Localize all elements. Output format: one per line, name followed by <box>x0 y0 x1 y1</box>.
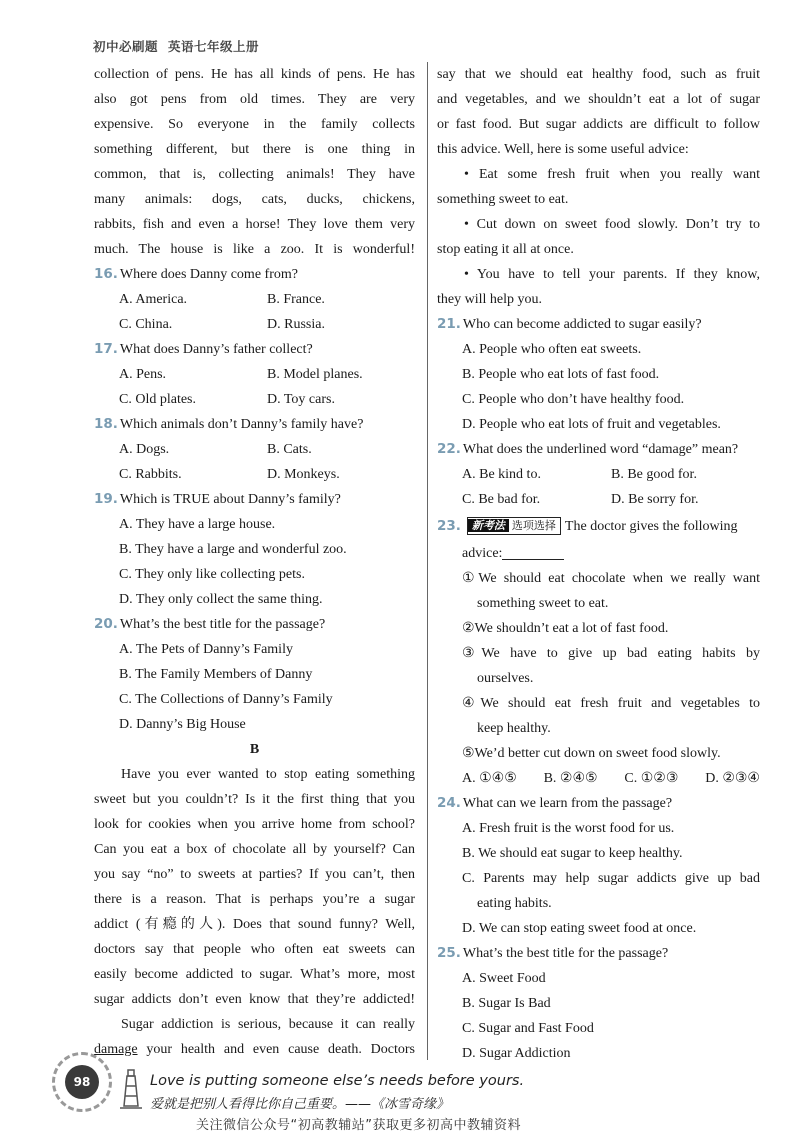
passage-line: Have you ever wanted to stop eating something <box>121 767 415 782</box>
question-19 <box>94 487 415 512</box>
options-row <box>94 287 415 312</box>
question-23 <box>437 512 760 541</box>
option-c[interactable]: C. The Collections of Danny’s Family <box>119 692 333 707</box>
question-text: advice: <box>462 546 503 561</box>
option-c[interactable]: C. They only like collecting pets. <box>119 567 305 582</box>
option-a[interactable]: A. Be kind to. <box>462 467 541 482</box>
advice-line: • Cut down on sweet food slowly. Don’t try to <box>464 217 760 232</box>
passage-line: this advice. Well, here is some useful advice: <box>437 142 689 157</box>
book-name: 初中必刷题 <box>93 39 159 54</box>
statement-1-cont: something sweet to eat. <box>477 596 609 611</box>
passage-line: something different, but there is one thing in <box>94 142 415 157</box>
options-row <box>94 437 415 462</box>
option-c[interactable]: C. People who don’t have healthy food. <box>462 392 685 407</box>
question-text: What does the underlined word “damage” mean? <box>462 442 739 457</box>
advice-line: they will help you. <box>437 292 542 307</box>
statement-5: ⑤We’d better cut down on sweet food slowly. <box>462 746 721 761</box>
question-number: 24. <box>437 795 461 811</box>
left-column <box>94 62 415 1062</box>
passage-line <box>94 1037 415 1062</box>
subject-name: 英语七年级上册 <box>168 39 260 54</box>
footer-quote-cn: 爱就是把别人看得比你自己重要。——《冰雪奇缘》 <box>150 1097 450 1112</box>
options-row <box>437 766 760 791</box>
option-a[interactable]: A. Sweet Food <box>462 971 546 986</box>
question-text-cont <box>437 541 760 566</box>
tag-type: 选项选择 <box>511 519 556 532</box>
option-d[interactable]: D. ②③④ <box>705 771 760 786</box>
option-d[interactable]: D. Be sorry for. <box>611 492 699 507</box>
passage-line: say that we should eat healthy food, such as fruit <box>437 67 760 82</box>
passage-line: Sugar addiction is serious, because it can really <box>121 1017 415 1032</box>
advice-line: • You have to tell your parents. If they know, <box>464 267 760 282</box>
option-b[interactable]: B. Model planes. <box>267 367 363 382</box>
option-a[interactable]: A. Pens. <box>119 367 167 382</box>
option-d[interactable]: D. Sugar Addiction <box>462 1046 571 1061</box>
option-a[interactable]: A. America. <box>119 292 188 307</box>
footer-quote-en: Love is putting someone else’s needs before yours. <box>150 1073 525 1089</box>
question-text: Which is TRUE about Danny’s family? <box>119 492 341 507</box>
statement-2: ②We shouldn’t eat a lot of fast food. <box>462 621 669 636</box>
page-number-badge <box>52 1052 112 1112</box>
question-text: The doctor gives the following <box>564 519 738 534</box>
option-a[interactable]: A. The Pets of Danny’s Family <box>119 642 293 657</box>
question-16 <box>94 262 415 287</box>
question-number: 25. <box>437 945 461 961</box>
option-d[interactable]: D. Danny’s Big House <box>119 717 246 732</box>
passage-line: easily become addicted to sugar. What’s more, most <box>94 967 415 982</box>
question-text: What’s the best title for the passage? <box>119 617 326 632</box>
passage-line: and vegetables, and we shouldn’t eat a lot of sugar <box>437 92 760 107</box>
option-b[interactable]: B. ②④⑤ <box>543 771 598 786</box>
question-22 <box>437 437 760 462</box>
option-b[interactable]: B. They have a large and wonderful zoo. <box>119 542 347 557</box>
option-a[interactable]: A. They have a large house. <box>119 517 276 532</box>
passage-line: much. The house is like a zoo. It is wonderful! <box>94 242 415 257</box>
option-a[interactable]: A. People who often eat sweets. <box>462 342 642 357</box>
option-a[interactable]: A. Fresh fruit is the worst food for us. <box>462 821 675 836</box>
option-c[interactable]: C. Be bad for. <box>462 492 541 507</box>
question-text: Who can become addicted to sugar easily? <box>462 317 702 332</box>
option-a[interactable]: A. ①④⑤ <box>462 771 517 786</box>
lighthouse-icon <box>118 1066 144 1110</box>
options-row <box>94 387 415 412</box>
question-number: 22. <box>437 441 461 457</box>
option-a[interactable]: A. Dogs. <box>119 442 170 457</box>
question-17 <box>94 337 415 362</box>
passage-line: there is a reason. That is perhaps you’re a sugar <box>94 892 415 907</box>
option-d[interactable]: D. People who eat lots of fruit and vegetables. <box>462 417 721 432</box>
page-header <box>93 37 259 55</box>
passage-line: you say “no” to sweets at parties? If you can’t, then <box>94 867 415 882</box>
option-c[interactable]: C. China. <box>119 317 173 332</box>
option-c[interactable]: C. Sugar and Fast Food <box>462 1021 594 1036</box>
tag-new: 新考法 <box>468 519 509 532</box>
column-divider <box>427 62 428 1060</box>
underlined-word: damage <box>94 1042 138 1057</box>
passage-line: or fast food. But sugar addicts are difficult to follow <box>437 117 760 132</box>
section-heading: B <box>249 742 260 757</box>
passage-line: sugar addicts don’t even know that they’re addicted! <box>94 992 415 1007</box>
question-text: What can we learn from the passage? <box>462 796 673 811</box>
option-b[interactable]: B. Be good for. <box>611 467 697 482</box>
passage-line: common, that is, collecting animals! They have <box>94 167 415 182</box>
option-c-cont[interactable]: eating habits. <box>477 896 552 911</box>
question-text: Where does Danny come from? <box>119 267 298 282</box>
question-number: 17. <box>94 341 118 357</box>
options-row <box>437 487 760 512</box>
option-d[interactable]: D. They only collect the same thing. <box>119 592 323 607</box>
option-b[interactable]: B. People who eat lots of fast food. <box>462 367 660 382</box>
advice-line: • Eat some fresh fruit when you really want <box>464 167 760 182</box>
option-d[interactable]: D. Monkeys. <box>267 467 340 482</box>
option-c[interactable]: C. Old plates. <box>119 392 196 407</box>
question-number: 16. <box>94 266 118 282</box>
passage-line: many animals: dogs, cats, ducks, chickens, <box>94 192 415 207</box>
option-d[interactable]: D. Toy cars. <box>267 392 335 407</box>
passage-line: look for cookies when you arrive home from school? <box>94 817 415 832</box>
advice-line: something sweet to eat. <box>437 192 569 207</box>
option-b[interactable]: B. We should eat sugar to keep healthy. <box>462 846 683 861</box>
question-number: 21. <box>437 316 461 332</box>
statement-4: ④We should eat fresh fruit and vegetables to <box>462 696 760 711</box>
new-exam-tag <box>467 517 561 535</box>
statement-1: ①We should eat chocolate when we really want <box>462 571 760 586</box>
statement-3: ③We have to give up bad eating habits by <box>462 646 760 661</box>
passage-line: addict (有瘾的人). Does that sound funny? Well, <box>94 917 415 932</box>
advice-line: stop eating it all at once. <box>437 242 574 257</box>
option-c[interactable]: C. Rabbits. <box>119 467 182 482</box>
passage-line: also got pens from old times. They are very <box>94 92 415 107</box>
option-c[interactable]: C. ①②③ <box>624 771 679 786</box>
question-number: 23. <box>437 518 461 534</box>
question-number: 20. <box>94 616 118 632</box>
right-column <box>437 62 760 1066</box>
option-b[interactable]: B. The Family Members of Danny <box>119 667 313 682</box>
question-number: 18. <box>94 416 118 432</box>
options-row <box>437 462 760 487</box>
question-20 <box>94 612 415 637</box>
passage-line: sweet but you couldn’t? Is it the first thing that you <box>94 792 415 807</box>
footer-wechat-note: 关注微信公众号“初高教辅站”获取更多初高中教辅资料 <box>196 1118 521 1133</box>
question-18 <box>94 412 415 437</box>
option-c[interactable]: C. Parents may help sugar addicts give up bad <box>462 871 760 886</box>
statement-4-cont: keep healthy. <box>477 721 551 736</box>
question-21 <box>437 312 760 337</box>
passage-text: your health and even cause death. Doctors <box>137 1042 415 1057</box>
page-number: 98 <box>65 1065 99 1099</box>
option-b[interactable]: B. France. <box>267 292 325 307</box>
option-b[interactable]: B. Cats. <box>267 442 312 457</box>
question-25 <box>437 941 760 966</box>
question-text: What does Danny’s father collect? <box>119 342 313 357</box>
statement-3-cont: ourselves. <box>477 671 534 686</box>
answer-blank[interactable] <box>502 545 564 560</box>
passage-line: Can you eat a box of chocolate all by yourself? Can <box>94 842 415 857</box>
question-number: 19. <box>94 491 118 507</box>
question-text: Which animals don’t Danny’s family have? <box>119 417 364 432</box>
options-row <box>94 462 415 487</box>
option-d[interactable]: D. We can stop eating sweet food at once. <box>462 921 697 936</box>
passage-line: rabbits, fish and even a horse! They love them very <box>94 217 415 232</box>
passage-line: doctors say that people who often eat sweets can <box>94 942 415 957</box>
passage-line: expensive. So everyone in the family collects <box>94 117 415 132</box>
option-d[interactable]: D. Russia. <box>267 317 325 332</box>
passage-line: collection of pens. He has all kinds of pens. He has <box>94 67 415 82</box>
options-row <box>94 362 415 387</box>
option-b[interactable]: B. Sugar Is Bad <box>462 996 551 1011</box>
options-row <box>94 312 415 337</box>
question-24 <box>437 791 760 816</box>
question-text: What’s the best title for the passage? <box>462 946 669 961</box>
